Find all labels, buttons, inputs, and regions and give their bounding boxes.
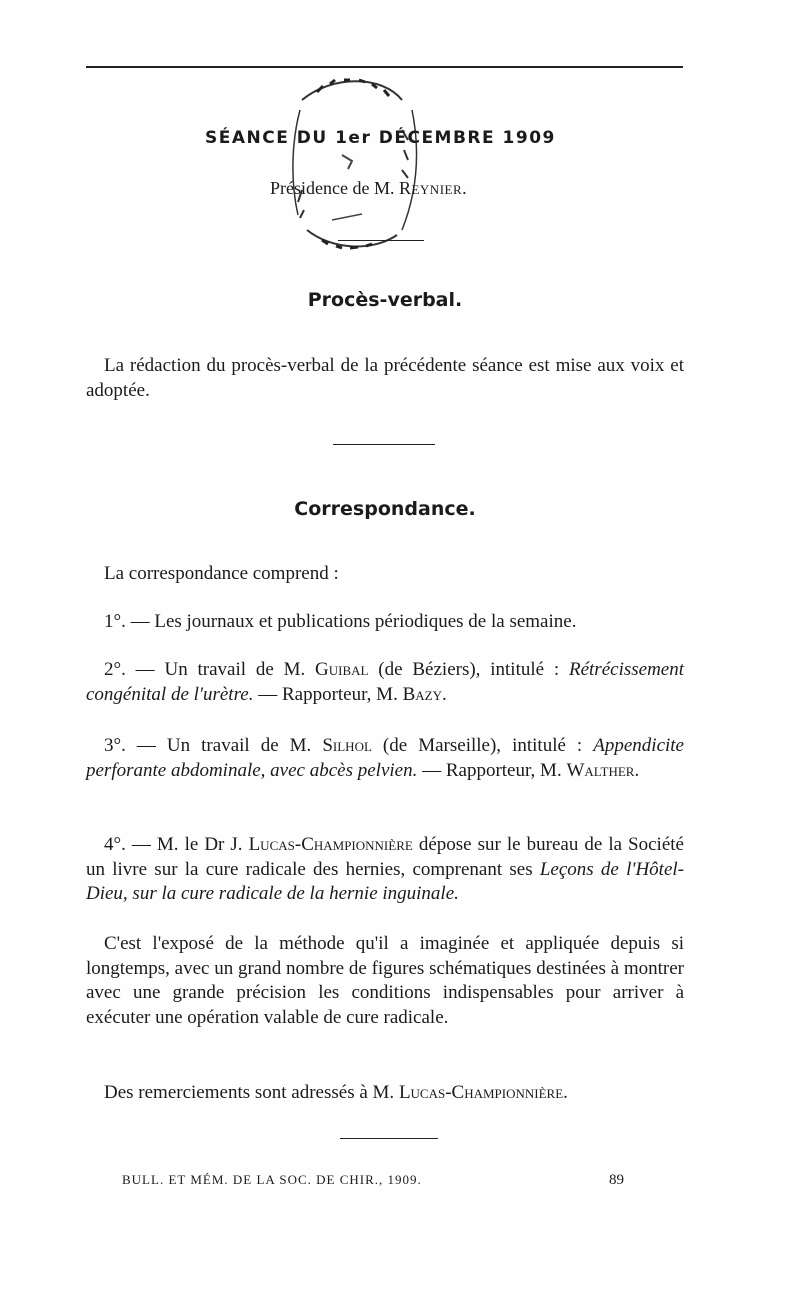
item-3-author: Silhol (322, 735, 372, 756)
correspondance-heading: Correspondance. (294, 498, 476, 520)
presidence-line (270, 178, 467, 199)
item-3-text-c: — Rapporteur, M. (417, 759, 567, 781)
proces-verbal-heading: Procès-verbal. (307, 289, 463, 311)
correspondance-item-4 (86, 833, 684, 907)
president-name: Reynier. (398, 178, 468, 198)
item-4-author: Lucas-Championnière (248, 834, 413, 855)
section-divider (333, 444, 435, 445)
footer-citation: BULL. ET MÉM. DE LA SOC. DE CHIR., 1909. (122, 1172, 422, 1187)
item-4-text-a: 4°. — M. le Dr J. (104, 834, 249, 855)
item-3-text-a: 3°. — Un travail de M. (104, 735, 323, 756)
item-3-rapporteur: Walther. (566, 759, 640, 781)
thanks-line (86, 1081, 684, 1106)
correspondance-item-4-paragraph-2: C'est l'exposé de la méthode qu'il a imaginée et appliquée depuis si longtemps, avec un grand nombre de figures schématiques destinées à montrer avec une grande précision les conditions indispensables pour arriver à exécuter une opération valable de cure radicale. (86, 933, 684, 1028)
presidence-rule (338, 240, 424, 241)
correspondance-item-3 (86, 734, 684, 783)
item-4-text-b: dépose sur le bureau de la Société un livre sur la cure radicale des hernies, comprenant ses (86, 834, 684, 880)
page-number: 89 (609, 1172, 624, 1188)
top-rule (86, 66, 683, 68)
item-2-text-b: (de Béziers), intitulé : (368, 659, 569, 680)
item-3-text-b: (de Marseille), intitulé : (371, 735, 594, 756)
presidence-prefix: Présidence de M. (270, 178, 399, 198)
seance-heading: SÉANCE DU 1er DÉCEMBRE 1909 (205, 128, 556, 148)
thanks-prefix: Des remerciements sont adressés à M. (104, 1082, 399, 1103)
item-2-text-a: 2°. — Un travail de M. (104, 659, 316, 680)
thanks-name: Lucas-Championnière. (398, 1082, 568, 1103)
item-3-title: Appendicite perforante abdominale, avec abcès pelvien. (86, 735, 684, 781)
item-2-text-c: — Rapporteur, M. (253, 683, 403, 705)
proces-verbal-text: La rédaction du procès-verbal de la précédente séance est mise aux voix et adoptée. (86, 355, 684, 401)
correspondance-item-1: 1°. — Les journaux et publications périodiques de la semaine. (104, 611, 577, 632)
correspondance-item-2 (86, 658, 684, 707)
end-divider (340, 1138, 438, 1139)
item-2-title: Rétrécissement congénital de l'urètre. (86, 659, 684, 705)
item-2-rapporteur: Bazy. (402, 683, 447, 705)
item-2-author: Guibal (315, 659, 369, 680)
correspondance-intro: La correspondance comprend : (104, 563, 339, 584)
item-4-title: Leçons de l'Hôtel-Dieu, sur la cure radicale de la hernie inguinale. (86, 858, 684, 904)
